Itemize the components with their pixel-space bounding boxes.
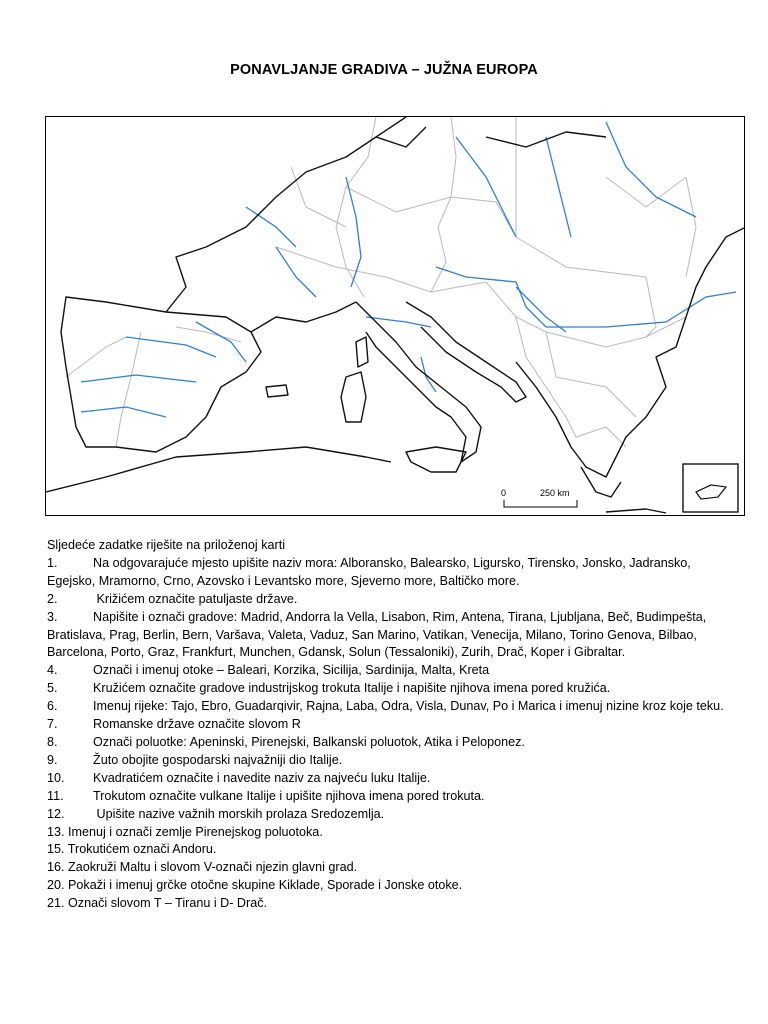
blank-map-southern-europe <box>45 116 745 516</box>
scale-distance-label: 250 km <box>540 488 570 498</box>
task-item: 11. Trokutom označite vulkane Italije i upišite njihova imena pored trokuta. <box>47 788 485 803</box>
task-item: 8. Označi poluotke: Apeninski, Pirenejski, Balkanski poluotok, Atika i Peloponez. <box>47 734 525 749</box>
task-item: 3. Napišite i označi gradove: Madrid, Andorra la Vella, Lisabon, Rim, Antena, Tirana, Ljubljana, Beč, Budimpešta, Bratislava, Prag, Berlin, Bern, Varšava, Valeta, Vaduz, San Marino, Vatikan, Venecija, Milano, Torino Genova, Bilbao, Barcelona, Porto, Graz, Frankfurt, Munchen, Gdansk, Solun (Tessaloniki), Zurih, Drač, Koper i Gibraltar. <box>47 609 707 660</box>
task-item: 5. Kružićem označite gradove industrijskog trokuta Italije i napišite njihova imena pored kružića. <box>47 681 611 696</box>
page-title: PONAVLJANJE GRADIVA – JUŽNA EUROPA <box>230 62 538 78</box>
country-borders <box>66 117 696 447</box>
task-item: 20. Pokaži i imenuj grčke otočne skupine Kiklade, Sporade i Jonske otoke. <box>47 878 463 893</box>
task-item: 7. Romanske države označite slovom R <box>47 717 301 732</box>
task-item: 9. Žuto obojite gospodarski najvažniji dio Italije. <box>47 752 343 767</box>
task-item: 21. Označi slovom T – Tiranu i D- Drač. <box>47 896 268 911</box>
coastlines <box>46 117 745 513</box>
task-item: 4. Označi i imenuj otoke – Baleari, Korzika, Sicilija, Sardinija, Malta, Kreta <box>47 663 490 678</box>
task-item: 13. Imenuj i označi zemlje Pirenejskog poluotoka. <box>47 824 323 839</box>
task-item: 1. Na odgovarajuće mjesto upišite naziv mora: Alboransko, Balearsko, Ligursko, Tirensko, Jonsko, Jadransko, Egejsko, Mramorno, Crno, Azovsko i Levantsko more, Sjeverno more, Baltičko more. <box>47 555 691 588</box>
intro-text: Sljedeće zadatke riješite na priloženoj karti <box>47 538 286 552</box>
task-item: 16. Zaokruži Maltu i slovom V-označi njezin glavni grad. <box>47 860 358 875</box>
task-item: 2. Križićem označite patuljaste države. <box>47 591 298 606</box>
rivers <box>81 122 736 417</box>
cyprus-inset <box>683 464 738 512</box>
task-item: 15. Trokutićem označi Andoru. <box>47 842 217 857</box>
task-item: 6. Imenuj rijeke: Tajo, Ebro, Guadarqivir, Rajna, Laba, Odra, Visla, Dunav, Po i Marica i imenuj nizine kroz koje teku. <box>47 699 724 714</box>
task-item: 10. Kvadratićem označite i navedite naziv za najveću luku Italije. <box>47 770 431 785</box>
scale-bar <box>501 488 577 507</box>
task-item: 12. Upišite nazive važnih morskih prolaza Sredozemlja. <box>47 806 385 821</box>
scale-zero-label: 0 <box>501 488 507 498</box>
task-list <box>47 537 727 913</box>
